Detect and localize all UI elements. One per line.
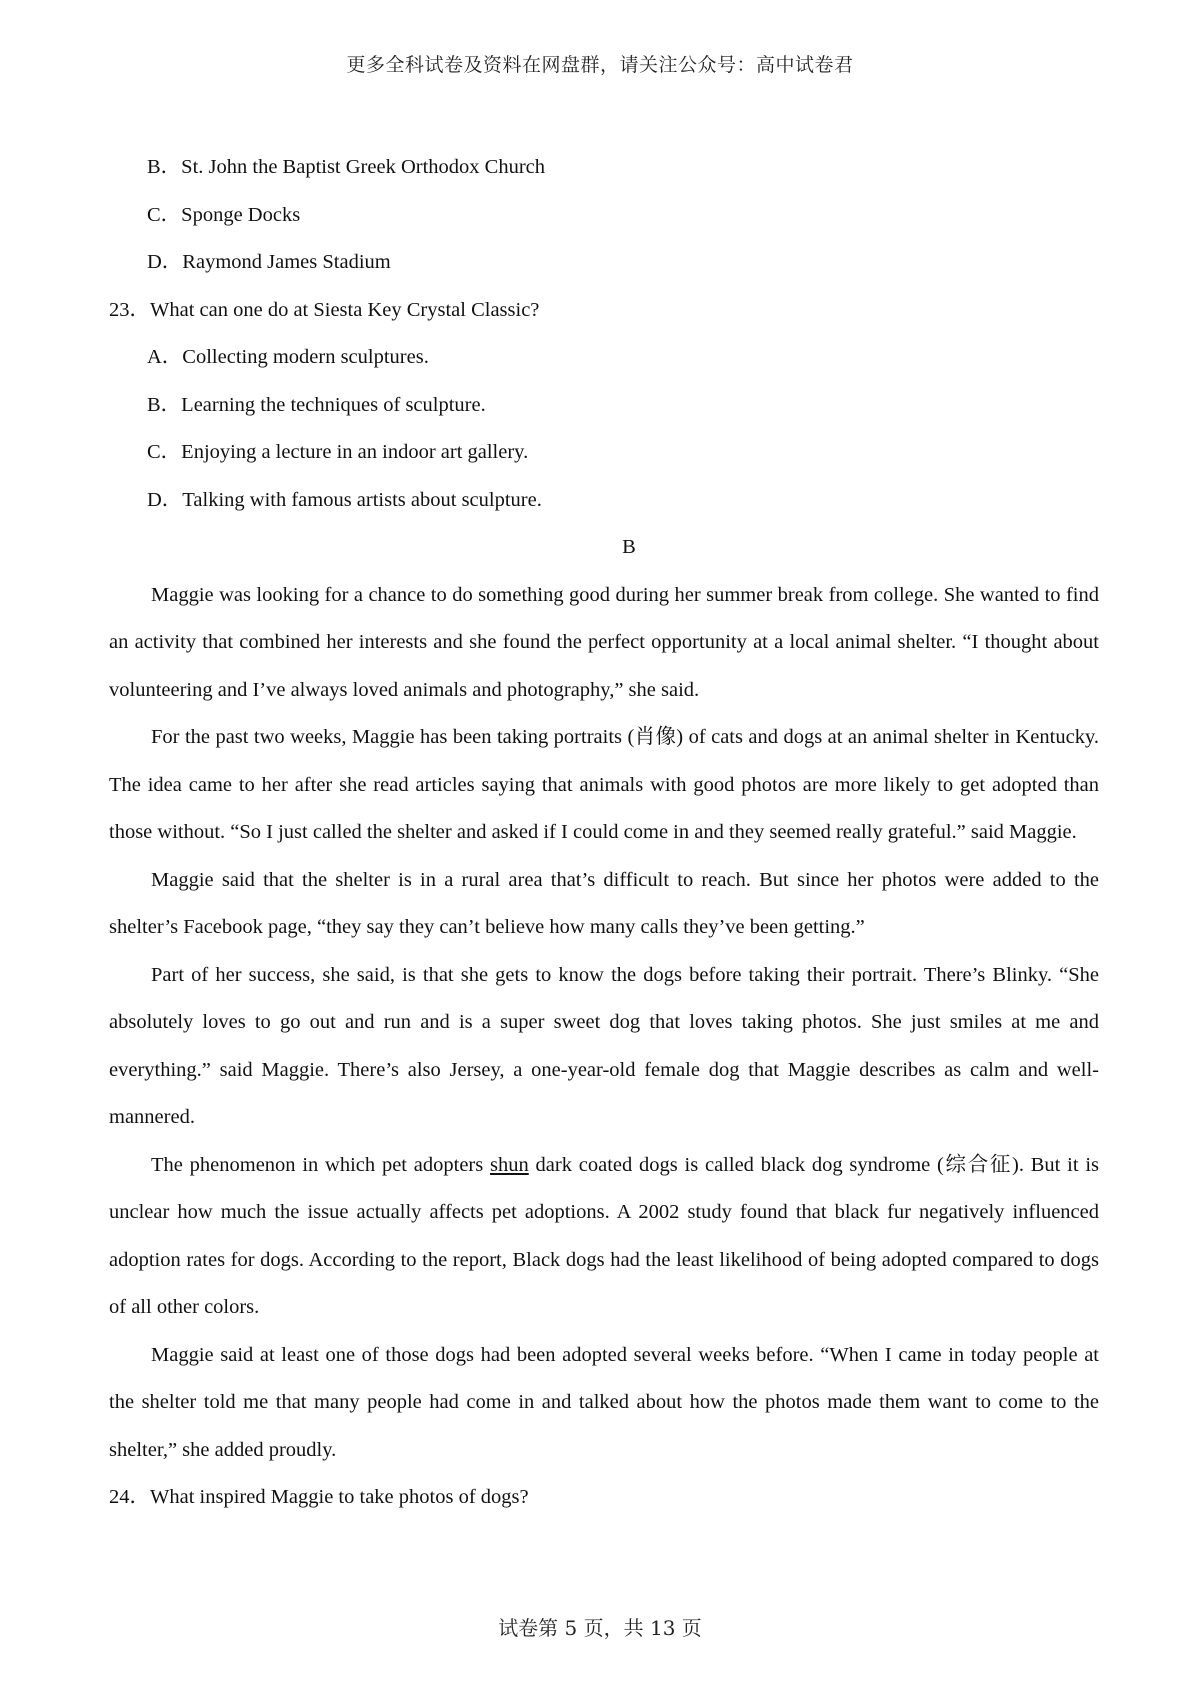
paragraph-5-end: dark coated dogs is called black dog syndrome (综合征). But it is unclear how much the issue actually affects pet adoptions. A 2002 study found that black fur negatively influenced adoption rates for dogs. According to the report, Black dogs had the least likelihood of being adopted compared to dogs of all other colors. xyxy=(109,1153,1099,1318)
q23-stem: 23．What can one do at Siesta Key Crystal Classic? xyxy=(109,298,540,321)
page-footer: 试卷第 5 页，共 13 页 xyxy=(498,1616,702,1640)
q23-option-b: B．Learning the techniques of sculpture. xyxy=(147,393,486,416)
q23-option-d: D．Talking with famous artists about sculpture. xyxy=(147,488,542,511)
paragraph-2: For the past two weeks, Maggie has been taking portraits (肖像) of cats and dogs at an animal shelter in Kentucky. The idea came to her after she read articles saying that animals with good photos are more likely to get adopted than those without. “So I just called the shelter and asked if I could come in and they seemed really grateful.” said Maggie. xyxy=(109,726,1099,843)
underlined-word-shun: shun xyxy=(490,1153,529,1176)
paragraph-5 xyxy=(109,1142,1099,1332)
q23-option-c: C．Enjoying a lecture in an indoor art gallery. xyxy=(147,441,529,463)
q22-option-c: C．Sponge Docks xyxy=(147,203,301,226)
paragraph-1: Maggie was looking for a chance to do something good during her summer break from college. She wanted to find an activity that combined her interests and she found the perfect opportunity at a local animal shelter. “I thought about volunteering and I’ve always loved animals and photography,” she said. xyxy=(109,583,1099,701)
q23-option-a: A．Collecting modern sculptures. xyxy=(147,346,429,368)
paragraph-6: Maggie said at least one of those dogs had been adopted several weeks before. “When I came in today people at the shelter told me that many people had come in and talked about how the photos made them want to come to the shelter,” she added proudly. xyxy=(109,1343,1099,1461)
page-header: 更多全科试卷及资料在网盘群，请关注公众号：高中试卷君 xyxy=(346,54,854,76)
q24-stem: 24．What inspired Maggie to take photos of dogs? xyxy=(109,1486,529,1508)
q22-option-b: B．St. John the Baptist Greek Orthodox Church xyxy=(147,156,546,178)
page-content xyxy=(109,144,1099,1522)
section-b-label: B xyxy=(622,536,636,558)
q22-option-d: D．Raymond James Stadium xyxy=(147,251,391,273)
paragraph-4: Part of her success, she said, is that she gets to know the dogs before taking their portrait. There’s Blinky. “She absolutely loves to go out and run and is a super sweet dog that loves taking photos. She just smiles at me and everything.” said Maggie. There’s also Jersey, a one-year-old female dog that Maggie describes as calm and well-mannered. xyxy=(109,963,1099,1128)
paragraph-5-start: The phenomenon in which pet adopters xyxy=(151,1153,491,1176)
paragraph-3: Maggie said that the shelter is in a rural area that’s difficult to reach. But since her photos were added to the shelter’s Facebook page, “they say they can’t believe how many calls they’ve been getting.” xyxy=(109,868,1099,938)
